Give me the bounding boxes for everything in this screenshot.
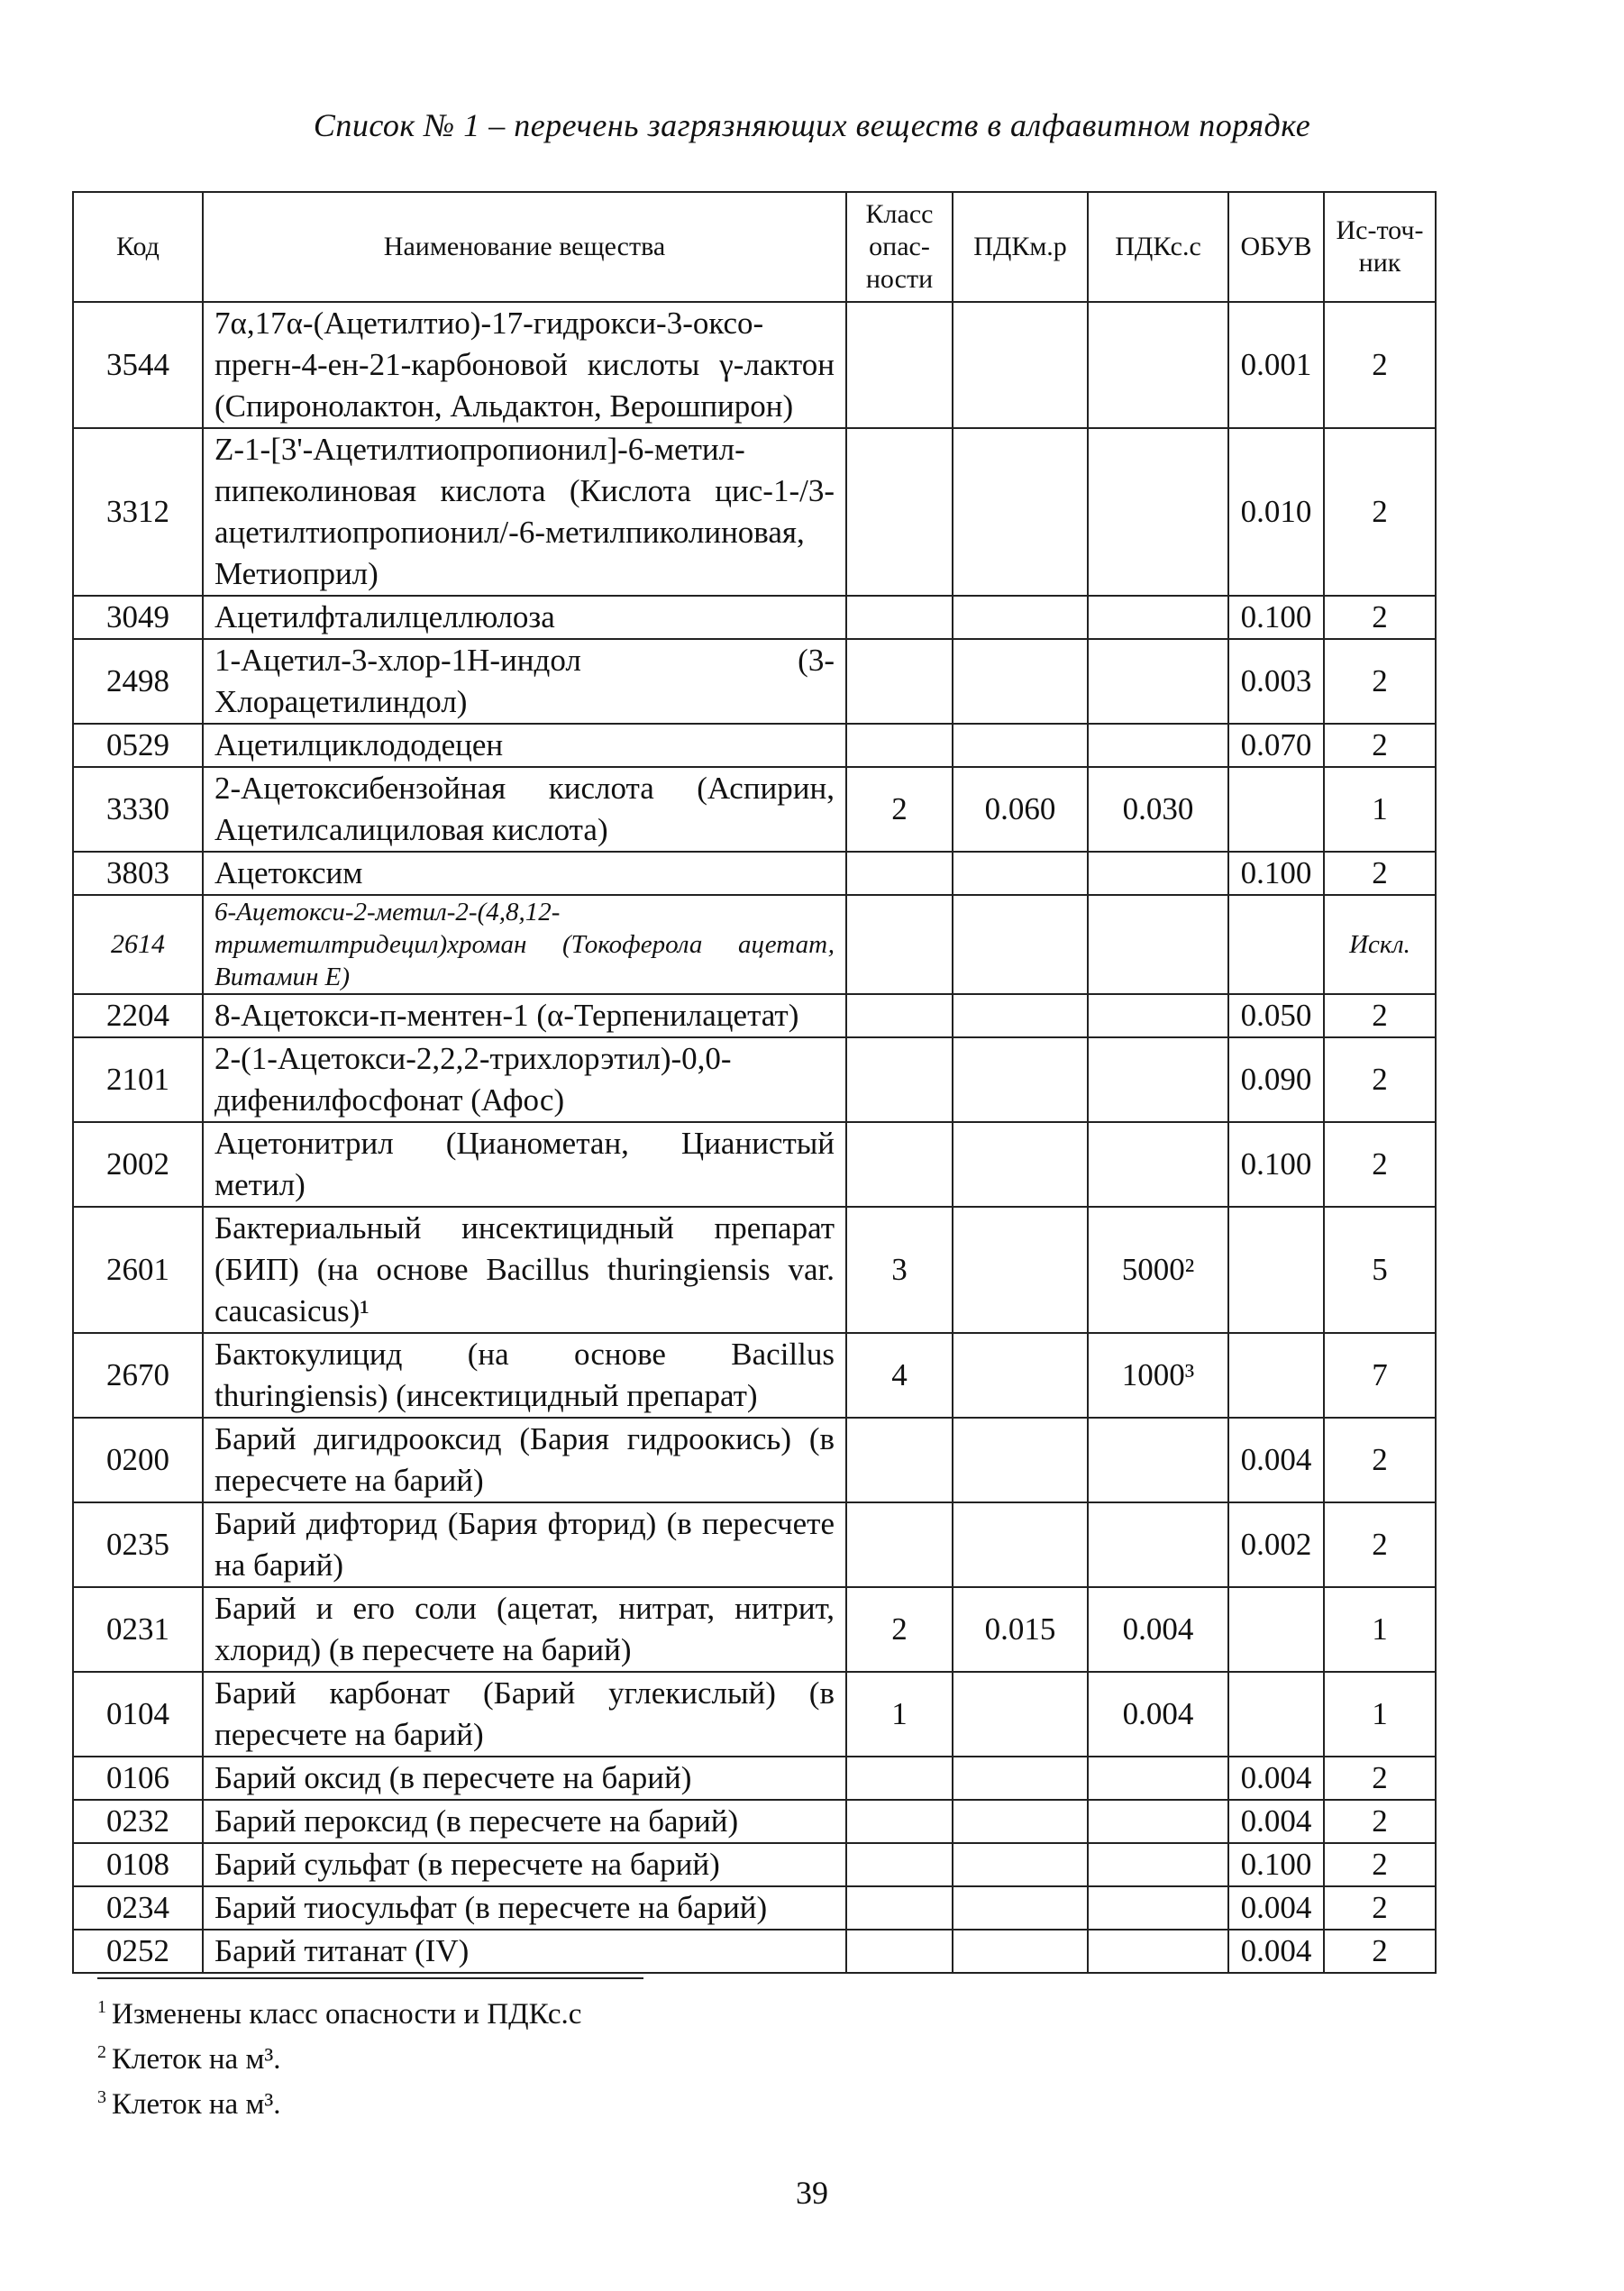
cell-name: Барий карбонат (Барий углекислый) (в пересчете на барий) <box>203 1672 846 1757</box>
cell-pdk-ss <box>1088 994 1228 1037</box>
cell-obuv: 0.070 <box>1228 724 1324 767</box>
cell-code: 2614 <box>73 895 203 994</box>
cell-name: 2-Ацетоксибензойная кислота (Аспирин, Ацетилсалициловая кислота) <box>203 767 846 852</box>
cell-source: 2 <box>1324 1886 1436 1930</box>
cell-hazard-class: 3 <box>846 1207 953 1333</box>
cell-name: Барий тиосульфат (в пересчете на барий) <box>203 1886 846 1930</box>
table-body <box>73 302 1436 1973</box>
footnotes <box>97 1988 908 2123</box>
cell-code: 3803 <box>73 852 203 895</box>
cell-name: 1-Ацетил-3-хлор-1Н-индол (3-Хлорацетилиндол) <box>203 639 846 724</box>
cell-obuv: 0.001 <box>1228 302 1324 428</box>
table-row <box>73 1672 1436 1757</box>
cell-pdk-mr <box>953 1207 1088 1333</box>
cell-pdk-mr <box>953 1800 1088 1843</box>
cell-name: Ацетонитрил (Цианометан, Цианистый метил) <box>203 1122 846 1207</box>
cell-source: Искл. <box>1324 895 1436 994</box>
cell-hazard-class <box>846 1502 953 1587</box>
cell-code: 2002 <box>73 1122 203 1207</box>
footnote <box>97 2033 908 2078</box>
table-row <box>73 1333 1436 1418</box>
cell-pdk-ss <box>1088 1502 1228 1587</box>
table-row <box>73 1757 1436 1800</box>
table-row <box>73 1800 1436 1843</box>
cell-obuv: 0.004 <box>1228 1800 1324 1843</box>
cell-name: 8-Ацетокси-п-ментен-1 (α-Терпенилацетат) <box>203 994 846 1037</box>
cell-code: 0529 <box>73 724 203 767</box>
cell-source: 2 <box>1324 1418 1436 1502</box>
cell-pdk-mr <box>953 1672 1088 1757</box>
cell-name: Барий дигидрооксид (Бария гидроокись) (в пересчете на барий) <box>203 1418 846 1502</box>
cell-name: Ацетилфталилцеллюлоза <box>203 596 846 639</box>
cell-code: 2670 <box>73 1333 203 1418</box>
footnote-text: Клеток на м³. <box>112 2088 281 2121</box>
cell-pdk-ss <box>1088 852 1228 895</box>
cell-hazard-class <box>846 724 953 767</box>
footnote-mark: 3 <box>97 2087 106 2107</box>
cell-name: Ацетоксим <box>203 852 846 895</box>
cell-name: Барий пероксид (в пересчете на барий) <box>203 1800 846 1843</box>
cell-hazard-class <box>846 596 953 639</box>
cell-obuv: 0.100 <box>1228 852 1324 895</box>
cell-name: Барий дифторид (Бария фторид) (в пересчете на барий) <box>203 1502 846 1587</box>
cell-pdk-mr <box>953 724 1088 767</box>
table-row <box>73 724 1436 767</box>
cell-name: Барий сульфат (в пересчете на барий) <box>203 1843 846 1886</box>
cell-pdk-ss <box>1088 596 1228 639</box>
cell-pdk-ss <box>1088 1930 1228 1973</box>
cell-pdk-ss <box>1088 1800 1228 1843</box>
cell-code: 0108 <box>73 1843 203 1886</box>
cell-pdk-mr <box>953 428 1088 596</box>
cell-pdk-mr <box>953 1843 1088 1886</box>
cell-hazard-class <box>846 895 953 994</box>
cell-obuv <box>1228 1587 1324 1672</box>
header-hazard-class: Класс опас-ности <box>846 192 953 302</box>
cell-pdk-mr <box>953 1930 1088 1973</box>
cell-obuv: 0.003 <box>1228 639 1324 724</box>
cell-source: 2 <box>1324 1757 1436 1800</box>
cell-source: 1 <box>1324 767 1436 852</box>
cell-source: 2 <box>1324 1843 1436 1886</box>
cell-pdk-ss <box>1088 1037 1228 1122</box>
cell-source: 2 <box>1324 428 1436 596</box>
header-obuv: ОБУВ <box>1228 192 1324 302</box>
cell-name: 6-Ацетокси-2-метил-2-(4,8,12-триметилтридецил)хроман (Токоферола ацетат, Витамин Е) <box>203 895 846 994</box>
cell-obuv <box>1228 895 1324 994</box>
cell-pdk-ss <box>1088 639 1228 724</box>
cell-code: 3330 <box>73 767 203 852</box>
cell-code: 0200 <box>73 1418 203 1502</box>
table-row <box>73 1843 1436 1886</box>
cell-hazard-class <box>846 302 953 428</box>
cell-hazard-class <box>846 1757 953 1800</box>
cell-name: Ацетилциклододецен <box>203 724 846 767</box>
footnote-text: Клеток на м³. <box>112 2043 281 2076</box>
cell-code: 0252 <box>73 1930 203 1973</box>
cell-hazard-class <box>846 639 953 724</box>
cell-name: 7α,17α-(Ацетилтио)-17-гидрокси-3-оксо-прегн-4-ен-21-карбоновой кислоты γ-лактон (Спиронолактон, Альдактон, Верошпирон) <box>203 302 846 428</box>
table-row <box>73 994 1436 1037</box>
table-row <box>73 1587 1436 1672</box>
cell-pdk-ss <box>1088 895 1228 994</box>
cell-hazard-class <box>846 994 953 1037</box>
cell-pdk-ss <box>1088 428 1228 596</box>
cell-code: 3312 <box>73 428 203 596</box>
footnote-text: Изменены класс опасности и ПДКс.с <box>112 1998 582 2031</box>
cell-hazard-class <box>846 852 953 895</box>
cell-pdk-mr: 0.060 <box>953 767 1088 852</box>
footnote-divider <box>97 1977 643 1979</box>
header-source: Ис-точ-ник <box>1324 192 1436 302</box>
page-title: Список № 1 – перечень загрязняющих веществ в алфавитном порядке <box>313 107 1311 143</box>
footnote-mark: 1 <box>97 1997 106 2017</box>
cell-source: 2 <box>1324 724 1436 767</box>
cell-name: Бактериальный инсектицидный препарат (БИП) (на основе Bacillus thuringiensis var. caucasicus)¹ <box>203 1207 846 1333</box>
cell-pdk-ss <box>1088 302 1228 428</box>
cell-code: 2498 <box>73 639 203 724</box>
table-row <box>73 639 1436 724</box>
table-row <box>73 1122 1436 1207</box>
cell-pdk-mr <box>953 1418 1088 1502</box>
table-row <box>73 1930 1436 1973</box>
cell-pdk-mr <box>953 852 1088 895</box>
cell-source: 2 <box>1324 1930 1436 1973</box>
cell-pdk-mr <box>953 639 1088 724</box>
cell-pdk-ss <box>1088 1418 1228 1502</box>
table-row <box>73 1502 1436 1587</box>
cell-obuv: 0.090 <box>1228 1037 1324 1122</box>
cell-name: 2-(1-Ацетокси-2,2,2-трихлорэтил)-0,0-дифенилфосфонат (Афос) <box>203 1037 846 1122</box>
cell-code: 0234 <box>73 1886 203 1930</box>
cell-source: 2 <box>1324 302 1436 428</box>
cell-pdk-mr: 0.015 <box>953 1587 1088 1672</box>
table-row <box>73 1207 1436 1333</box>
table-row <box>73 1037 1436 1122</box>
cell-pdk-ss: 0.004 <box>1088 1672 1228 1757</box>
cell-obuv: 0.010 <box>1228 428 1324 596</box>
cell-pdk-mr <box>953 302 1088 428</box>
table-row <box>73 895 1436 994</box>
cell-code: 3049 <box>73 596 203 639</box>
cell-name: Бактокулицид (на основе Bacillus thuringiensis) (инсектицидный препарат) <box>203 1333 846 1418</box>
cell-obuv <box>1228 1333 1324 1418</box>
cell-name: Барий и его соли (ацетат, нитрат, нитрит, хлорид) (в пересчете на барий) <box>203 1587 846 1672</box>
table-header-row <box>73 192 1436 302</box>
substances-table <box>72 191 1437 1974</box>
cell-pdk-mr <box>953 1037 1088 1122</box>
header-pdk-mr: ПДКм.р <box>953 192 1088 302</box>
cell-pdk-ss <box>1088 1843 1228 1886</box>
cell-code: 0104 <box>73 1672 203 1757</box>
table-row <box>73 302 1436 428</box>
cell-hazard-class <box>846 428 953 596</box>
footnote-mark: 2 <box>97 2042 106 2062</box>
cell-code: 2204 <box>73 994 203 1037</box>
cell-pdk-ss <box>1088 1757 1228 1800</box>
table-row <box>73 1886 1436 1930</box>
cell-pdk-ss <box>1088 724 1228 767</box>
cell-pdk-mr <box>953 1886 1088 1930</box>
cell-pdk-mr <box>953 1333 1088 1418</box>
cell-pdk-ss <box>1088 1886 1228 1930</box>
cell-pdk-mr <box>953 895 1088 994</box>
cell-obuv: 0.050 <box>1228 994 1324 1037</box>
cell-hazard-class <box>846 1418 953 1502</box>
cell-obuv: 0.004 <box>1228 1757 1324 1800</box>
cell-hazard-class <box>846 1886 953 1930</box>
cell-obuv: 0.004 <box>1228 1886 1324 1930</box>
cell-hazard-class <box>846 1930 953 1973</box>
cell-obuv <box>1228 1207 1324 1333</box>
cell-pdk-ss <box>1088 1122 1228 1207</box>
header-name: Наименование вещества <box>203 192 846 302</box>
cell-obuv: 0.004 <box>1228 1418 1324 1502</box>
cell-obuv: 0.100 <box>1228 1122 1324 1207</box>
page-number: 39 <box>796 2175 828 2211</box>
cell-hazard-class: 2 <box>846 767 953 852</box>
cell-hazard-class <box>846 1122 953 1207</box>
cell-hazard-class: 2 <box>846 1587 953 1672</box>
cell-source: 2 <box>1324 596 1436 639</box>
cell-code: 0231 <box>73 1587 203 1672</box>
cell-hazard-class: 1 <box>846 1672 953 1757</box>
cell-pdk-mr <box>953 596 1088 639</box>
table-row <box>73 596 1436 639</box>
table-row <box>73 1418 1436 1502</box>
cell-code: 2601 <box>73 1207 203 1333</box>
cell-hazard-class: 4 <box>846 1333 953 1418</box>
cell-source: 2 <box>1324 1502 1436 1587</box>
table-row <box>73 767 1436 852</box>
cell-pdk-ss: 1000³ <box>1088 1333 1228 1418</box>
cell-source: 1 <box>1324 1672 1436 1757</box>
cell-obuv <box>1228 1672 1324 1757</box>
header-code: Код <box>73 192 203 302</box>
cell-name: Барий оксид (в пересчете на барий) <box>203 1757 846 1800</box>
cell-pdk-ss: 5000² <box>1088 1207 1228 1333</box>
cell-hazard-class <box>846 1037 953 1122</box>
cell-code: 0106 <box>73 1757 203 1800</box>
cell-source: 2 <box>1324 994 1436 1037</box>
cell-source: 2 <box>1324 1037 1436 1122</box>
cell-pdk-mr <box>953 1122 1088 1207</box>
cell-source: 2 <box>1324 1122 1436 1207</box>
cell-hazard-class <box>846 1843 953 1886</box>
cell-obuv <box>1228 767 1324 852</box>
cell-obuv: 0.100 <box>1228 596 1324 639</box>
cell-pdk-mr <box>953 1502 1088 1587</box>
cell-source: 7 <box>1324 1333 1436 1418</box>
cell-code: 0235 <box>73 1502 203 1587</box>
cell-obuv: 0.004 <box>1228 1930 1324 1973</box>
cell-source: 2 <box>1324 852 1436 895</box>
cell-pdk-ss: 0.004 <box>1088 1587 1228 1672</box>
cell-obuv: 0.100 <box>1228 1843 1324 1886</box>
cell-source: 1 <box>1324 1587 1436 1672</box>
table-row <box>73 428 1436 596</box>
header-pdk-ss: ПДКс.с <box>1088 192 1228 302</box>
footnote <box>97 1988 908 2033</box>
cell-source: 2 <box>1324 1800 1436 1843</box>
cell-source: 2 <box>1324 639 1436 724</box>
cell-pdk-mr <box>953 1757 1088 1800</box>
cell-code: 0232 <box>73 1800 203 1843</box>
table-row <box>73 852 1436 895</box>
cell-name: Барий титанат (IV) <box>203 1930 846 1973</box>
cell-code: 3544 <box>73 302 203 428</box>
cell-pdk-mr <box>953 994 1088 1037</box>
cell-obuv: 0.002 <box>1228 1502 1324 1587</box>
cell-name: Z-1-[3'-Ацетилтиопропионил]-6-метил-пипеколиновая кислота (Кислота цис-1-/3-ацетилтиопропионил/-6-метилпиколиновая, Метиоприл) <box>203 428 846 596</box>
cell-pdk-ss: 0.030 <box>1088 767 1228 852</box>
cell-code: 2101 <box>73 1037 203 1122</box>
cell-source: 5 <box>1324 1207 1436 1333</box>
footnote <box>97 2078 908 2123</box>
cell-hazard-class <box>846 1800 953 1843</box>
